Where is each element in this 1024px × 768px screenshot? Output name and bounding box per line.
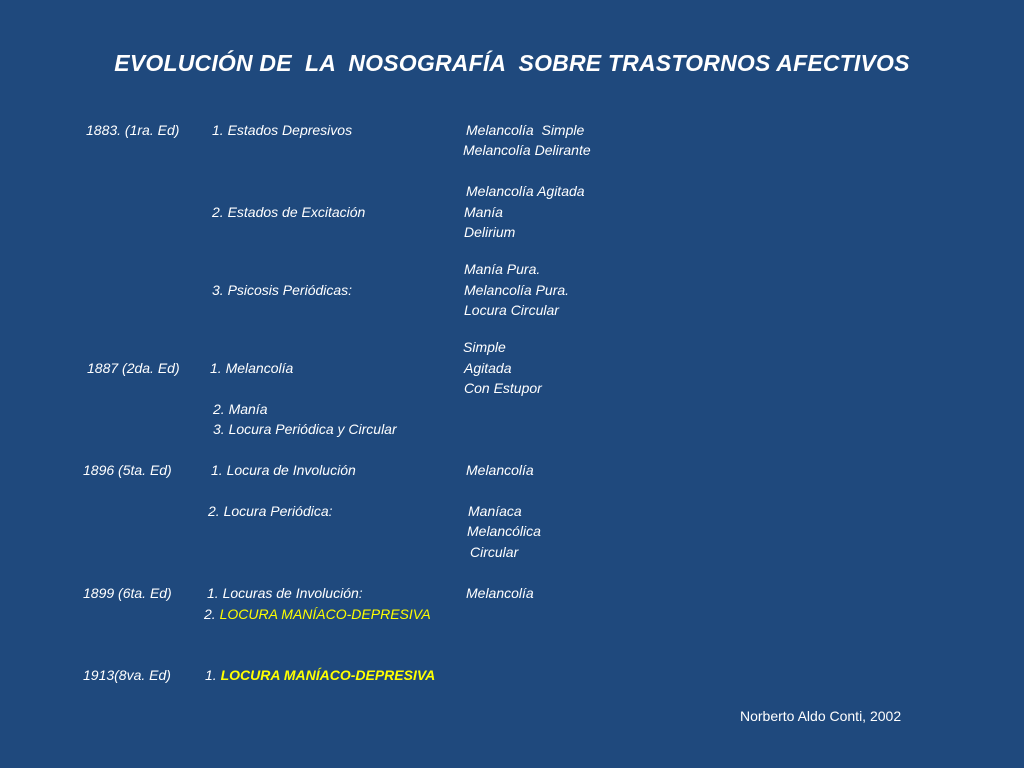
subtype-label: Locura Circular <box>464 302 559 318</box>
category-highlight-line <box>205 666 435 684</box>
category-label: 2. Estados de Excitación <box>212 204 366 220</box>
subtype-label: Melancólica <box>467 523 541 539</box>
category-label: 1. Estados Depresivos <box>212 122 353 138</box>
highlight-diagnosis: LOCURA MANÍACO-DEPRESIVA <box>219 606 431 622</box>
category-label: 2. Locura Periódica: <box>208 503 333 519</box>
subtype-label: Manía Pura. <box>464 261 541 277</box>
category-label: 1. Melancolía <box>210 360 294 376</box>
category-label: 1. Locuras de Involución: <box>207 585 363 601</box>
subtype-label: Manía <box>464 204 503 220</box>
category-highlight-line <box>204 605 431 623</box>
subtype-label: Melancolía Delirante <box>463 142 591 158</box>
subtype-label: Maníaca <box>468 503 522 519</box>
subtype-label: Agitada <box>464 360 512 376</box>
author-credit: Norberto Aldo Conti, 2002 <box>740 708 902 724</box>
subtype-label: Melancolía Agitada <box>466 183 585 199</box>
slide-title: EVOLUCIÓN DE LA NOSOGRAFÍA SOBRE TRASTORNOS AFECTIVOS <box>114 50 910 76</box>
category-label: 3. Psicosis Periódicas: <box>212 282 353 298</box>
category-label: 3. Locura Periódica y Circular <box>213 421 397 437</box>
highlight-diagnosis: LOCURA MANÍACO-DEPRESIVA <box>220 667 436 683</box>
category-label: 1. Locura de Involución <box>211 462 356 478</box>
subtype-label: Delirium <box>464 224 516 240</box>
subtype-label: Melancolía <box>466 585 534 601</box>
subtype-label: Con Estupor <box>464 380 542 396</box>
category-label: 2. Manía <box>213 401 268 417</box>
edition-year: 1883. (1ra. Ed) <box>86 122 180 138</box>
subtype-label: Simple <box>463 339 506 355</box>
edition-year: 1896 (5ta. Ed) <box>83 462 172 478</box>
subtype-label: Circular <box>470 544 519 560</box>
subtype-label: Melancolía Simple <box>466 122 585 138</box>
category-number: 1. <box>205 667 221 683</box>
category-number: 2. <box>204 606 220 622</box>
subtype-label: Melancolía <box>466 462 534 478</box>
subtype-label: Melancolía Pura. <box>464 282 570 298</box>
edition-year: 1899 (6ta. Ed) <box>83 585 172 601</box>
edition-year: 1913(8va. Ed) <box>83 667 171 683</box>
edition-year: 1887 (2da. Ed) <box>87 360 180 376</box>
